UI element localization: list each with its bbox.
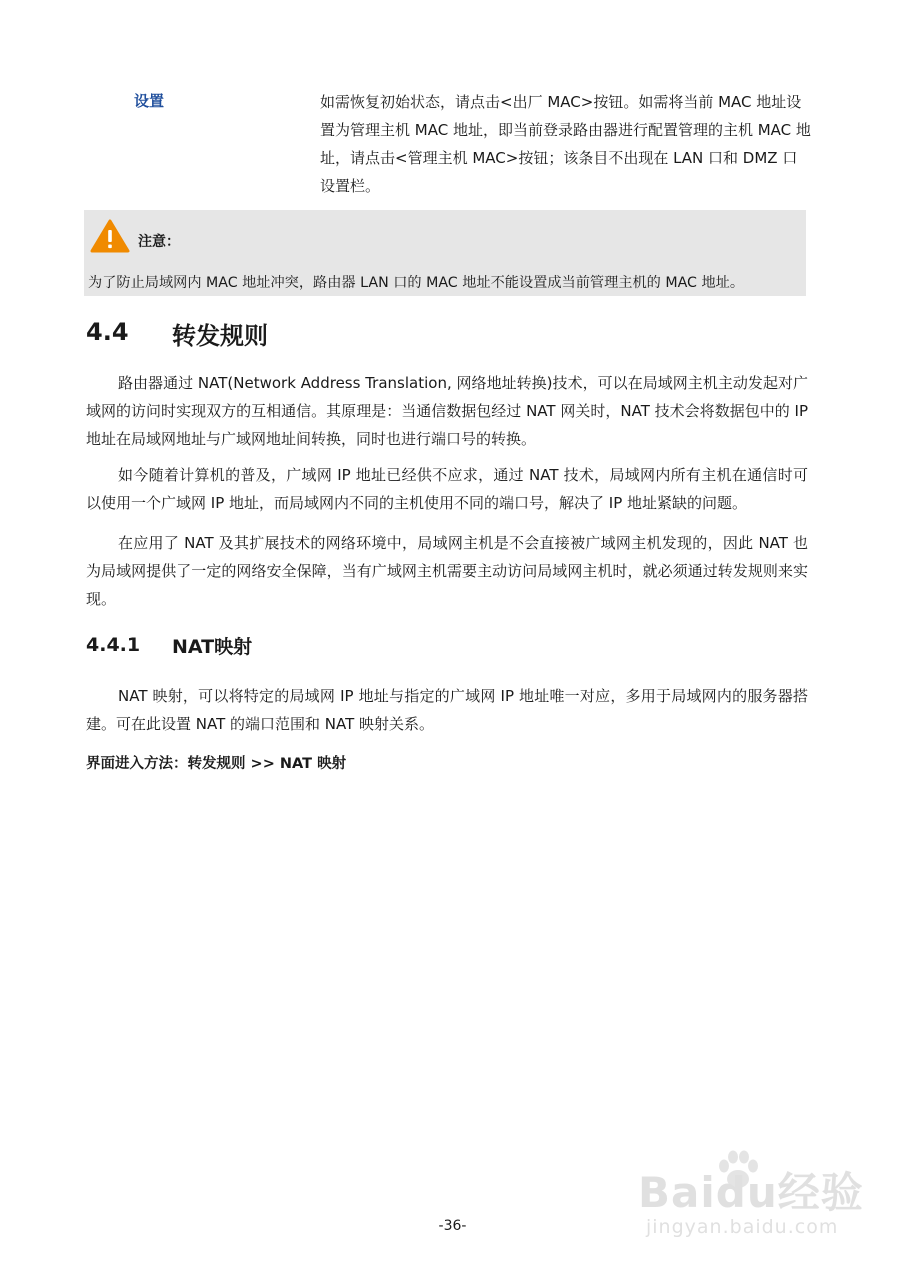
subsection-title: NAT映射 [172, 636, 253, 658]
subsection-number: 4.4.1 [86, 634, 141, 656]
subsection-paragraph: NAT 映射，可以将特定的局域网 IP 地址与指定的广域网 IP 地址唯一对应，多用于局域网内的服务器搭建。可在此设置 NAT 的端口范围和 NAT 映射关系。 [86, 687, 808, 733]
section-paragraph-1: 路由器通过 NAT(Network Address Translation, 网络地址转换)技术，可以在局域网主机主动发起对广域网的访问时实现双方的互相通信。其原理是：当通信数据包经过 NAT 网关时，NAT 技术会将数据包中的 IP 地址在局域网地址与广域网地址间转换，同时也进行端口号的转换。 [86, 374, 808, 448]
navigation-path: 界面进入方法：转发规则 >> NAT 映射 [86, 756, 347, 772]
section-title: 转发规则 [172, 322, 268, 350]
watermark-url: jingyan.baidu.com [646, 1216, 839, 1238]
warning-icon [90, 219, 130, 253]
note-box [84, 210, 806, 296]
section-number: 4.4 [86, 318, 129, 346]
note-body: 为了防止局域网内 MAC 地址冲突，路由器 LAN 口的 MAC 地址不能设置成当前管理主机的 MAC 地址。 [88, 275, 745, 291]
section-paragraph-2: 如今随着计算机的普及，广域网 IP 地址已经供不应求，通过 NAT 技术，局域网内所有主机在通信时可以使用一个广域网 IP 地址，而局域网内不同的主机使用不同的端口号，解决了 IP 地址紧缺的问题。 [86, 466, 808, 512]
field-description: 如需恢复初始状态，请点击<出厂 MAC>按钮。如需将当前 MAC 地址设置为管理主机 MAC 地址，即当前登录路由器进行配置管理的主机 MAC 地址，请点击<管理主机 MAC>按钮；该条目不出现在 LAN 口和 DMZ 口设置栏。 [320, 93, 811, 195]
field-name: 设置 [134, 92, 165, 110]
note-header [90, 218, 180, 254]
watermark-brand: Baidu经验 [638, 1168, 864, 1217]
page-number: -36- [438, 1218, 467, 1234]
note-title: 注意： [138, 234, 180, 250]
section-paragraph-3: 在应用了 NAT 及其扩展技术的网络环境中，局域网主机是不会直接被广域网主机发现的，因此 NAT 也为局域网提供了一定的网络安全保障，当有广域网主机需要主动访问局域网主机时，就必须通过转发规则来实现。 [86, 534, 808, 608]
